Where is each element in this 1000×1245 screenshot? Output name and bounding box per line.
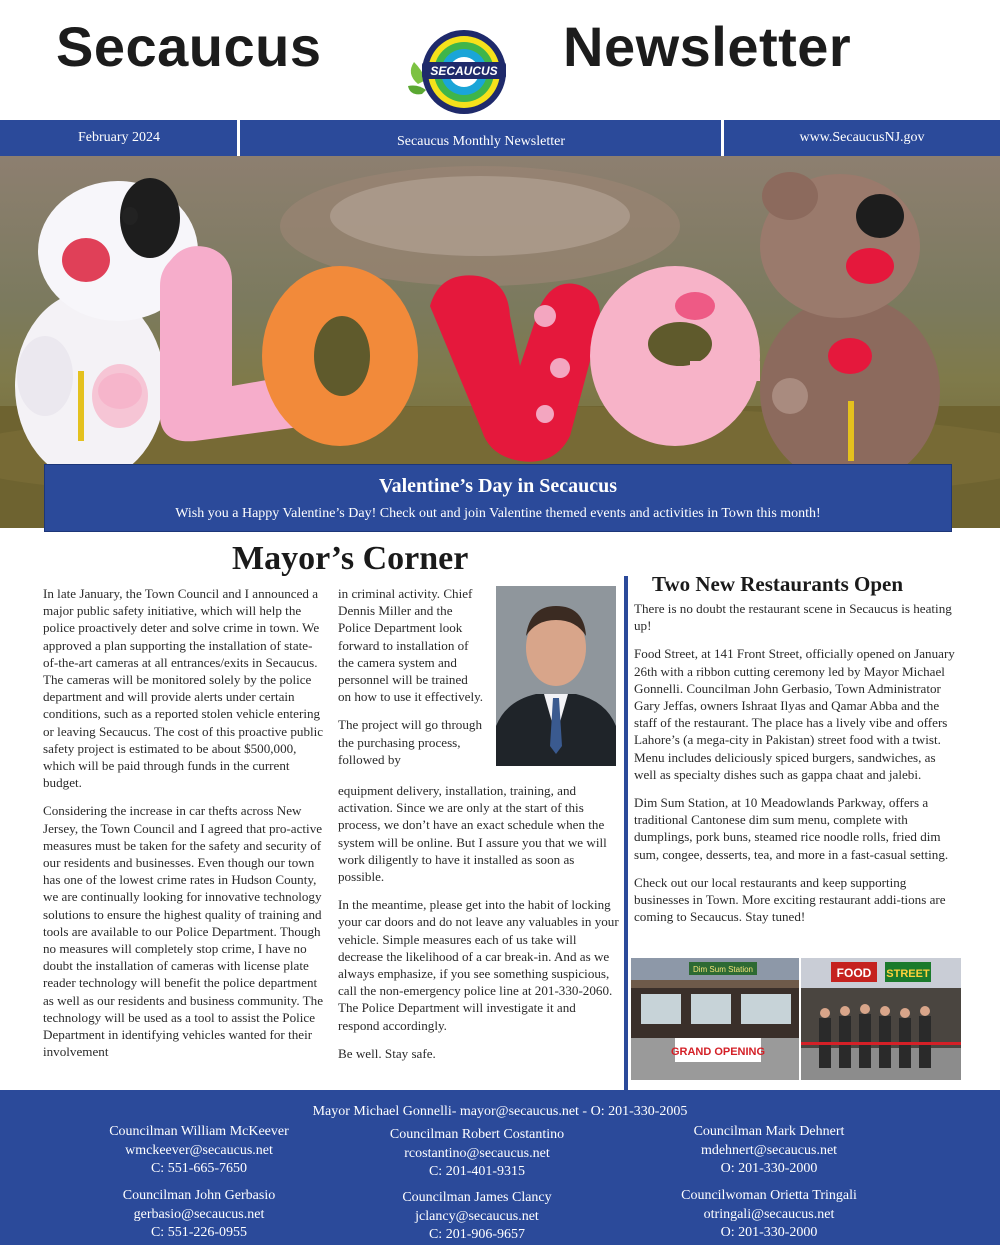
council-member-name: Councilman James Clancy xyxy=(402,1190,552,1205)
council-member-phone: O: 201-330-2000 xyxy=(720,1225,818,1240)
dim-sum-sign: Dim Sum Station xyxy=(692,965,754,974)
mayor-column-1 xyxy=(43,585,325,1071)
council-member-phone: C: 551-226-0955 xyxy=(150,1225,248,1240)
council-member-contact xyxy=(342,1126,612,1182)
paragraph: equipment delivery, installation, training, and activation. Since we are only at the start of this process, we don’t have an exact schedule when the system will be online. But I assure you that we will work diligently to have it installed as soon as possible. xyxy=(338,783,607,885)
masthead-title-right: Newsletter xyxy=(563,15,852,78)
paragraph: Dim Sum Station, at 10 Meadowlands Parkway, offers a traditional Cantonese dim sum menu, complete with dumplings, pork buns, steamed rice noodle rolls, fried dim sum, congee, desserts, tea, and more in a fast-casual setting. xyxy=(634,795,949,862)
food-sign: FOOD xyxy=(836,966,872,980)
council-member-email[interactable]: gerbasio@secaucus.net xyxy=(133,1206,265,1222)
council-contacts-footer xyxy=(0,1090,1000,1245)
council-member-contact xyxy=(64,1123,334,1179)
council-member-email[interactable]: wmckeever@secaucus.net xyxy=(125,1142,273,1158)
dim-sum-station-photo xyxy=(631,958,799,1080)
paragraph: In late January, the Town Council and I announced a major public safety initiative, which will help the police proactively deter and solve crime in town. We approved a plan supporting the installation of state-of-the-art cameras at all entrances/exits in Secaucus. The cameras will be monitored solely by the police department and will provide alerts under certain conditions, such as a reported stolen vehicle entering or leaving Secaucus. The cost of this proactive public safety project is estimated to be about $500,000, which will be paid through funds in the current budget. xyxy=(43,586,324,791)
paragraph: Be well. Stay safe. xyxy=(338,1045,436,1061)
food-street-photo xyxy=(801,958,961,1080)
mayor-column-2-bottom xyxy=(338,782,620,1073)
newsletter-subtitle: Secaucus Monthly Newsletter xyxy=(397,134,565,149)
paragraph: in criminal activity. Chief Dennis Miller and the Police Department look forward to installation of the camera system and personnel will be trained on how to use it effectively. xyxy=(338,586,484,705)
council-member-name: Councilman William McKeever xyxy=(109,1124,289,1139)
column-divider xyxy=(624,576,628,1090)
paragraph: Check out our local restaurants and keep supporting businesses in Town. More exciting restaurant addi-tions are coming to Secaucus. Stay tuned! xyxy=(634,874,946,925)
council-member-contact xyxy=(634,1187,904,1243)
logo-text: SECAUCUS xyxy=(430,64,498,78)
website-link[interactable]: www.SecaucusNJ.gov xyxy=(799,130,925,145)
council-member-contact xyxy=(634,1123,904,1179)
council-member-email[interactable]: rcostantino@secaucus.net xyxy=(404,1145,550,1161)
paragraph: There is no doubt the restaurant scene in Secaucus is heating up! xyxy=(634,601,952,634)
letter-e-balloon xyxy=(590,266,760,446)
paragraph: Food Street, at 141 Front Street, officially opened on January 26th with a ribbon cutting ceremony led by Mayor Michael Gonnelli. Councilman John Gerbasio, Town Administrator Gary Jeffas, owners Ishraat Ilyas and Qamar Abba and the staff of the restaurant. The place has a lively vibe and offers Lahore’s (a mega-city in Pakistan) street food with a twist. Menu includes deliciously spiced burgers, sandwiches, as well as specialty dishes such as gappa chaat and jalebi. xyxy=(634,646,955,782)
mayors-corner-heading: Mayor’s Corner xyxy=(232,540,469,577)
grand-opening-banner: GRAND OPENING xyxy=(670,1046,766,1058)
restaurants-heading: Two New Restaurants Open xyxy=(652,572,904,596)
council-member-name: Councilwoman Orietta Tringali xyxy=(681,1188,857,1203)
mayor-contact: Mayor Michael Gonnelli- mayor@secaucus.net - O: 201-330-2005 xyxy=(312,1104,688,1119)
council-member-name: Councilman Mark Dehnert xyxy=(693,1124,845,1139)
paragraph: In the meantime, please get into the habit of locking your car doors and do not leave any valuables in your vehicle. Simple measures each of us take will decrease the likelihood of a car break-in. And as we always emphasize, if you see something suspicious, call the non-emergency police line at 201-330-2060. The Police Department will investigate it and respond accordingly. xyxy=(338,897,619,1033)
council-member-contact xyxy=(342,1189,612,1245)
paragraph: The project will go through the purchasing process, followed by xyxy=(338,717,482,767)
council-member-phone: C: 201-906-9657 xyxy=(428,1227,526,1242)
valentine-banner xyxy=(44,464,952,532)
issue-date: February 2024 xyxy=(77,130,161,145)
mayor-column-2-top xyxy=(338,585,484,779)
council-member-email[interactable]: mdehnert@secaucus.net xyxy=(700,1142,838,1158)
banner-title: Valentine’s Day in Secaucus xyxy=(379,475,617,497)
council-member-phone: C: 551-665-7650 xyxy=(150,1161,248,1176)
letter-o-balloon xyxy=(262,266,418,446)
banner-text: Wish you a Happy Valentine’s Day! Check out and join Valentine themed events and activities in Town this month! xyxy=(175,506,821,521)
secaucus-logo xyxy=(404,24,516,116)
street-sign: STREET xyxy=(886,968,930,980)
info-bar xyxy=(0,120,1000,156)
council-member-email[interactable]: jclancy@secaucus.net xyxy=(415,1208,539,1224)
council-member-phone: C: 201-401-9315 xyxy=(428,1164,526,1179)
council-member-name: Councilman John Gerbasio xyxy=(122,1188,276,1203)
council-member-phone: O: 201-330-2000 xyxy=(720,1161,818,1176)
council-member-email[interactable]: otringali@secaucus.net xyxy=(703,1206,835,1222)
masthead-title-left: Secaucus xyxy=(56,15,322,78)
mayor-portrait xyxy=(496,586,616,766)
paragraph: Considering the increase in car thefts across New Jersey, the Town Council and I agreed that pro-active measures must be taken for the safety and security of our residents and businesses. Even though our town has one of the lowest crime rates in Hudson County, we are continually looking for innovative technology solutions to ensure the highest quality of training and tools are available to our Police Department. Though no measures will completely stop crime, I have no doubt the installation of cameras with license plate reader technology will benefit the police department as well as our residents and business community. The technology will be used as a tool to assist the Police Department in identifying vehicles wanted for their involvement xyxy=(43,803,324,1060)
council-member-contact xyxy=(64,1187,334,1243)
council-member-name: Councilman Robert Costantino xyxy=(389,1127,565,1142)
restaurants-column xyxy=(634,600,960,936)
